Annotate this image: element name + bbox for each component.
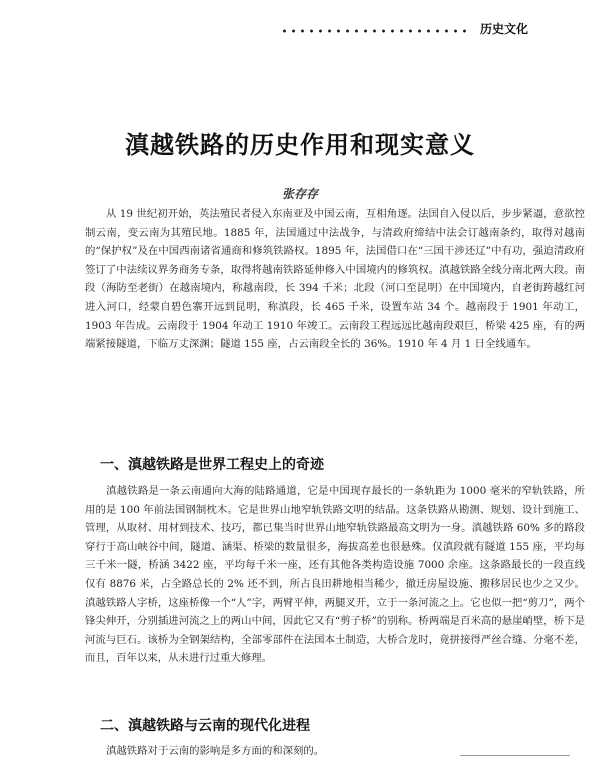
paragraph-engineering: 滇越铁路是一条云南通向大海的陆路通道，它是中国现存最长的一条轨距为 1000 毫米的窄轨铁路，所用的是 100 年前法国钢制枕木。它是世界山地窄轨铁路文明的结晶。这条铁路从勘测、规划、设计到施工、管理，从取材、用材到技术、技巧，都已集当时世界山地窄轨铁路最高文明为一身。滇越铁路 60% 多的路段穿行于高山峡谷中间，隧道、涵渠、桥梁的数量很多，海拔高差也很悬殊。仅滇段就有隧道 155 座，平均每三千米一隧，桥涵 3422 座，平均每千米一座，还有其他各类构造设施 7000 余座。这条路最长的一段直线仅有 8876 米，占全路总长的 2% 还不到，所占良田耕地相当稀少，撤迁房屋设施、搬移居民也少之又少。滇越铁路人字桥，这座桥像一个“人”字，两臂平伸，两腿叉开，立于一条河流之上。它也似一把“剪刀”，两个锋尖伸开，分别插进河流之上的两山中间，因此它又有“剪子桥”的别称。桥两端是百米高的悬崖峭壁，桥下是河流与巨石。该桥为全钢架结构，全部零部件在法国本土制造，大桥合龙时，竟拼接得严丝合缝、分毫不差，而且，百年以来，从未进行过重大修理。 (85, 485, 585, 665)
section-heading-2: 二、滇越铁路与云南的现代化进程 (100, 718, 310, 734)
article-author: 张存存 (281, 187, 318, 201)
section-label: 历史文化 (480, 22, 529, 36)
running-header (280, 20, 580, 40)
article-title: 滇越铁路的历史作用和现实意义 (125, 130, 475, 159)
paragraph-modernization: 滇越铁路对于云南的影响是多方面的和深刻的。 (106, 745, 325, 757)
section-heading-1: 一、滇越铁路是世界工程史上的奇迹 (100, 457, 324, 473)
header-dot-leader (280, 29, 470, 33)
paragraph-intro: 从 19 世纪初开始，英法殖民者侵入东南亚及中国云南，互相角逐。法国自入侵以后，步步紧逼，意欲控制云南，变云南为其殖民地。1885 年，法国通过中法战争，与清政府缔结中法会订越南条约，取得对越南的“保护权”及在中国西南诸省通商和修筑铁路权。1895 年，法国借口在“三国干涉还辽”中有功，强迫清政府签订了中法续议界务商务专条，取得将越南铁路延伸修入中国境内的修筑权。滇越铁路全线分南北两大段。南段（海防至老街）在越南境内，称越南段，长 394 千米；北段（河口至昆明）在中国境内，自老街跨越红河进入河口，经蒙自碧色寨开远到昆明，称滇段，长 465 千米，设置车站 34 个。越南段于 1901 年动工，1903 年告成。云南段于 1904 年动工 1910 年竣工。云南段工程远远比越南段艰巨，桥梁 425 座，有的两端紧接隧道，下临万丈深渊；隧道 155 座，占云南段全长的 36%。1910 年 4 月 1 日全线通车。 (85, 208, 585, 351)
footer-rule (460, 755, 570, 756)
